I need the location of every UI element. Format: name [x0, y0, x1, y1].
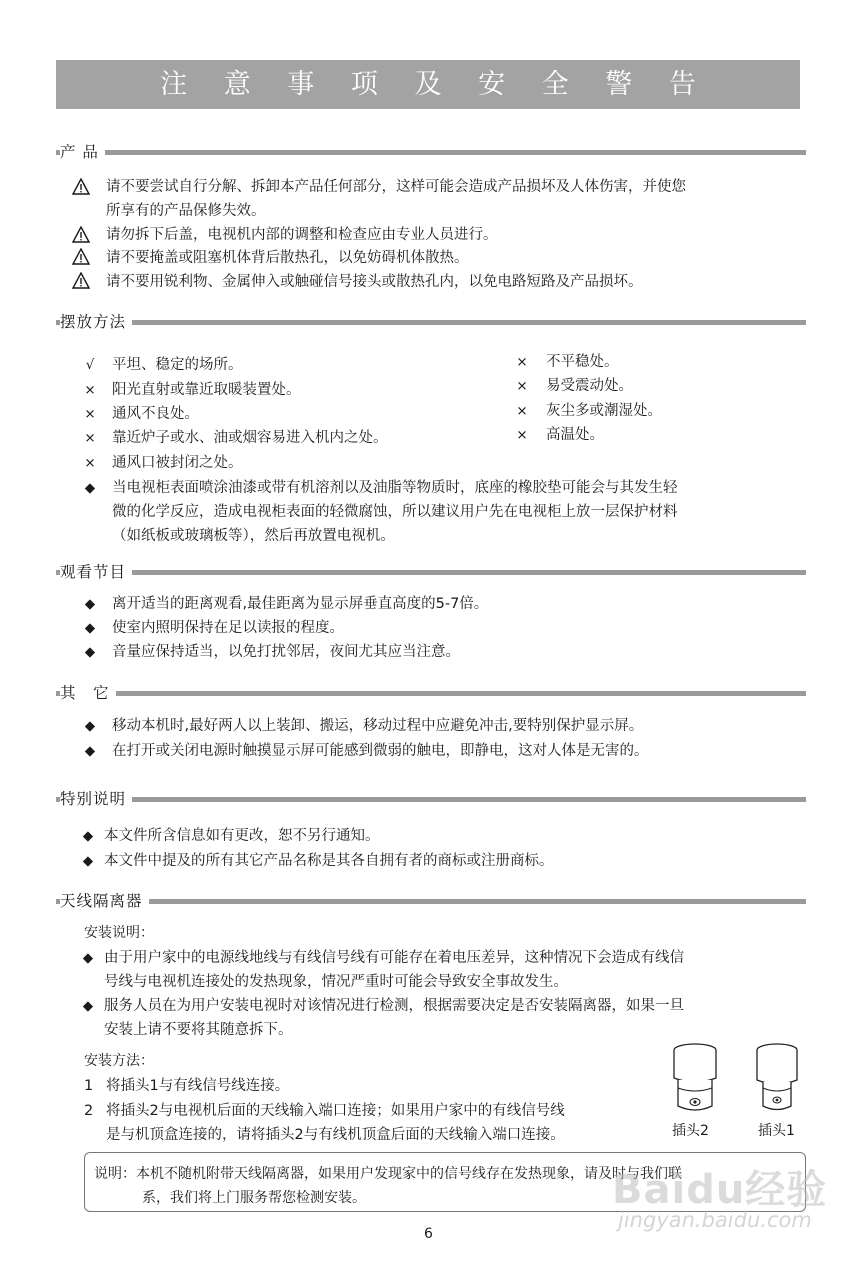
diamond-bullet-icon: ◆ [84, 718, 96, 734]
step-number: 2 [84, 1103, 94, 1119]
other-item-2: 在打开或关闭电源时触摸显示屏可能感到微弱的触电，即静电，这对人体是无害的。 [112, 743, 649, 759]
baidu-watermark-url: jingyan.baidu.com [618, 1208, 812, 1232]
product-item-4: 请不要用锐利物、金属伸入或触碰信号接头或散热孔内，以免电路短路及产品损坏。 [106, 274, 643, 290]
product-item-1: 请不要尝试自行分解、拆卸本产品任何部分，这样可能会造成产品损坏及人体伤害，并使您 [106, 179, 686, 195]
section-header-other [56, 680, 806, 706]
page-number: 6 [424, 1226, 433, 1242]
section-header-placement [56, 309, 806, 335]
product-item-3: 请不要掩盖或阻塞机体背后散热孔，以免妨碍机体散热。 [106, 250, 469, 266]
cross-icon: × [516, 354, 528, 370]
cross-icon: × [516, 378, 528, 394]
other-item-1: 移动本机时,最好两人以上装卸、搬运，移动过程中应避免冲击,要特别保护显示屏。 [112, 718, 644, 734]
warning-icon [72, 248, 90, 265]
antenna-note-line-1: 说明：本机不随机附带天线隔离器，如果用户发现家中的信号线存在发热现象，请及时与我们联 [94, 1166, 682, 1182]
section-title-other: 其 它 [60, 680, 116, 706]
placement-bad-4: 通风口被封闭之处。 [112, 455, 243, 471]
install-note-2-line-1: 服务人员在为用户安装电视时对该情况进行检测，根据需要决定是否安装隔离器，如果一旦 [104, 998, 684, 1014]
section-title-antenna: 天线隔离器 [60, 888, 149, 914]
placement-bad-right-1: 不平稳处。 [546, 354, 619, 370]
product-item-1-cont: 所享有的产品保修失效。 [106, 203, 266, 219]
placement-note-line-1: 当电视柜表面喷涂油漆或带有机溶剂以及油脂等物质时，底座的橡胶垫可能会与其发生轻 [112, 480, 678, 496]
viewing-item-1: 离开适当的距离观看,最佳距离为显示屏垂直高度的5-7倍。 [112, 596, 489, 612]
plug-1-label: 插头1 [758, 1123, 795, 1139]
cross-icon: × [84, 382, 96, 398]
warning-icon [72, 272, 90, 289]
viewing-item-3: 音量应保持适当，以免打扰邻居，夜间尤其应当注意。 [112, 644, 460, 660]
install-step-2-line-1: 将插头2与电视机后面的天线输入端口连接；如果用户家中的有线信号线 [106, 1103, 565, 1119]
diamond-bullet-icon: ◆ [84, 743, 96, 759]
diamond-bullet-icon: ◆ [84, 644, 96, 660]
placement-note-line-3: （如纸板或玻璃板等），然后再放置电视机。 [112, 528, 395, 544]
section-header-special [56, 786, 806, 812]
diamond-bullet-icon: ◆ [84, 480, 96, 496]
install-note-2-line-2: 安装上请不要将其随意拆下。 [104, 1022, 293, 1038]
warning-icon [72, 178, 90, 195]
check-icon: √ [85, 357, 95, 373]
placement-good-1: 平坦、稳定的场所。 [112, 357, 243, 373]
placement-bad-2: 通风不良处。 [112, 406, 199, 422]
section-rule [56, 320, 806, 325]
diamond-bullet-icon: ◆ [82, 998, 94, 1014]
diamond-bullet-icon: ◆ [82, 828, 94, 844]
section-title-product: 产 品 [60, 139, 105, 165]
viewing-item-2: 使室内照明保持在足以读报的程度。 [112, 620, 344, 636]
plug-2-illustration [666, 1040, 724, 1120]
placement-bad-1: 阳光直射或靠近取暖装置处。 [112, 382, 301, 398]
section-rule [56, 797, 806, 802]
section-title-special: 特别说明 [60, 786, 132, 812]
placement-bad-right-4: 高温处。 [546, 427, 604, 443]
install-step-2-line-2: 是与机顶盒连接的，请将插头2与有线机顶盒后面的天线输入端口连接。 [106, 1127, 565, 1143]
install-note-title: 安装说明： [84, 925, 154, 941]
section-header-viewing [56, 559, 806, 585]
special-item-2: 本文件中提及的所有其它产品名称是其各自拥有者的商标或注册商标。 [104, 853, 554, 869]
warning-icon [72, 226, 90, 243]
antenna-note-line-2: 系，我们将上门服务帮您检测安装。 [142, 1190, 366, 1206]
plug-1-illustration [750, 1040, 804, 1120]
section-rule [56, 150, 806, 155]
cross-icon: × [84, 430, 96, 446]
section-rule [56, 691, 806, 696]
product-item-2: 请勿拆下后盖，电视机内部的调整和检查应由专业人员进行。 [106, 227, 498, 243]
install-method-title: 安装方法： [84, 1053, 154, 1069]
section-header-product [56, 139, 806, 165]
step-number: 1 [84, 1078, 94, 1094]
cross-icon: × [84, 406, 96, 422]
diamond-bullet-icon: ◆ [82, 853, 94, 869]
placement-bad-3: 靠近炉子或水、油或烟容易进入机内之处。 [112, 430, 388, 446]
special-item-1: 本文件所含信息如有更改，恕不另行通知。 [104, 828, 380, 844]
placement-note-line-2: 微的化学反应，造成电视柜表面的轻微腐蚀，所以建议用户先在电视柜上放一层保护材料 [112, 504, 678, 520]
page-title: 注 意 事 项 及 安 全 警 告 [56, 60, 800, 109]
diamond-bullet-icon: ◆ [82, 950, 94, 966]
baidu-watermark-logo: Baidu经验 [612, 1167, 828, 1213]
plug-2-label: 插头2 [672, 1123, 709, 1139]
placement-bad-right-2: 易受震动处。 [546, 378, 633, 394]
install-step-1: 将插头1与有线信号线连接。 [106, 1078, 290, 1094]
section-title-viewing: 观看节目 [60, 559, 132, 585]
section-header-antenna [56, 888, 806, 914]
cross-icon: × [84, 455, 96, 471]
placement-bad-right-3: 灰尘多或潮湿处。 [546, 403, 662, 419]
section-rule [56, 899, 806, 904]
cross-icon: × [516, 403, 528, 419]
cross-icon: × [516, 427, 528, 443]
section-rule [56, 570, 806, 575]
diamond-bullet-icon: ◆ [84, 596, 96, 612]
section-title-placement: 摆放方法 [60, 309, 132, 335]
install-note-1-line-1: 由于用户家中的电源线地线与有线信号线有可能存在着电压差异，这种情况下会造成有线信 [104, 950, 684, 966]
install-note-1-line-2: 号线与电视机连接处的发热现象，情况严重时可能会导致安全事故发生。 [104, 974, 568, 990]
diamond-bullet-icon: ◆ [84, 620, 96, 636]
